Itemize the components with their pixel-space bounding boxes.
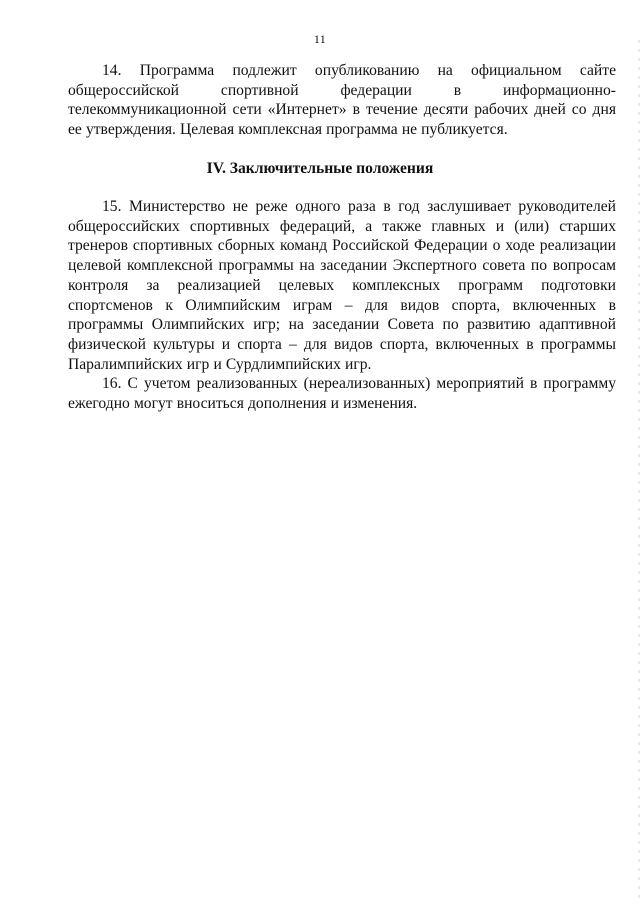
page-number: 11 <box>313 32 327 46</box>
paragraph-block-section <box>68 197 616 414</box>
paragraph-16: 16. С учетом реализованных (нереализованных) мероприятий в программу ежегодно могут вноситься дополнения и изменения. <box>68 375 616 413</box>
section-heading: IV. Заключительные положения <box>206 160 434 177</box>
paragraph-block-top <box>68 61 616 140</box>
paragraph-14: 14. Программа подлежит опубликованию на официальном сайте общероссийской спортивной федерации в информационно-телекоммуникационной сети «Интернет» в течение десяти рабочих дней со дня ее утверждения. Целевая комплексная программа не публикуется. <box>68 62 616 139</box>
paragraph-15: 15. Министерство не реже одного раза в год заслушивает руководителей общероссийских спортивных федераций, а также главных и (или) старших тренеров спортивных сборных команд Российской Федерации о ходе реализации целевой комплексной программы на заседании Экспертного совета по вопросам контроля за реализацией целевых комплексных программ подготовки спортсменов к Олимпийским играм – для видов спорта, включенных в программы Олимпийских игр; на заседании Совета по развитию адаптивной физической культуры и спорта – для видов спорта, включенных в программы Паралимпийских игр и Сурдлимпийских игр. <box>68 198 616 373</box>
